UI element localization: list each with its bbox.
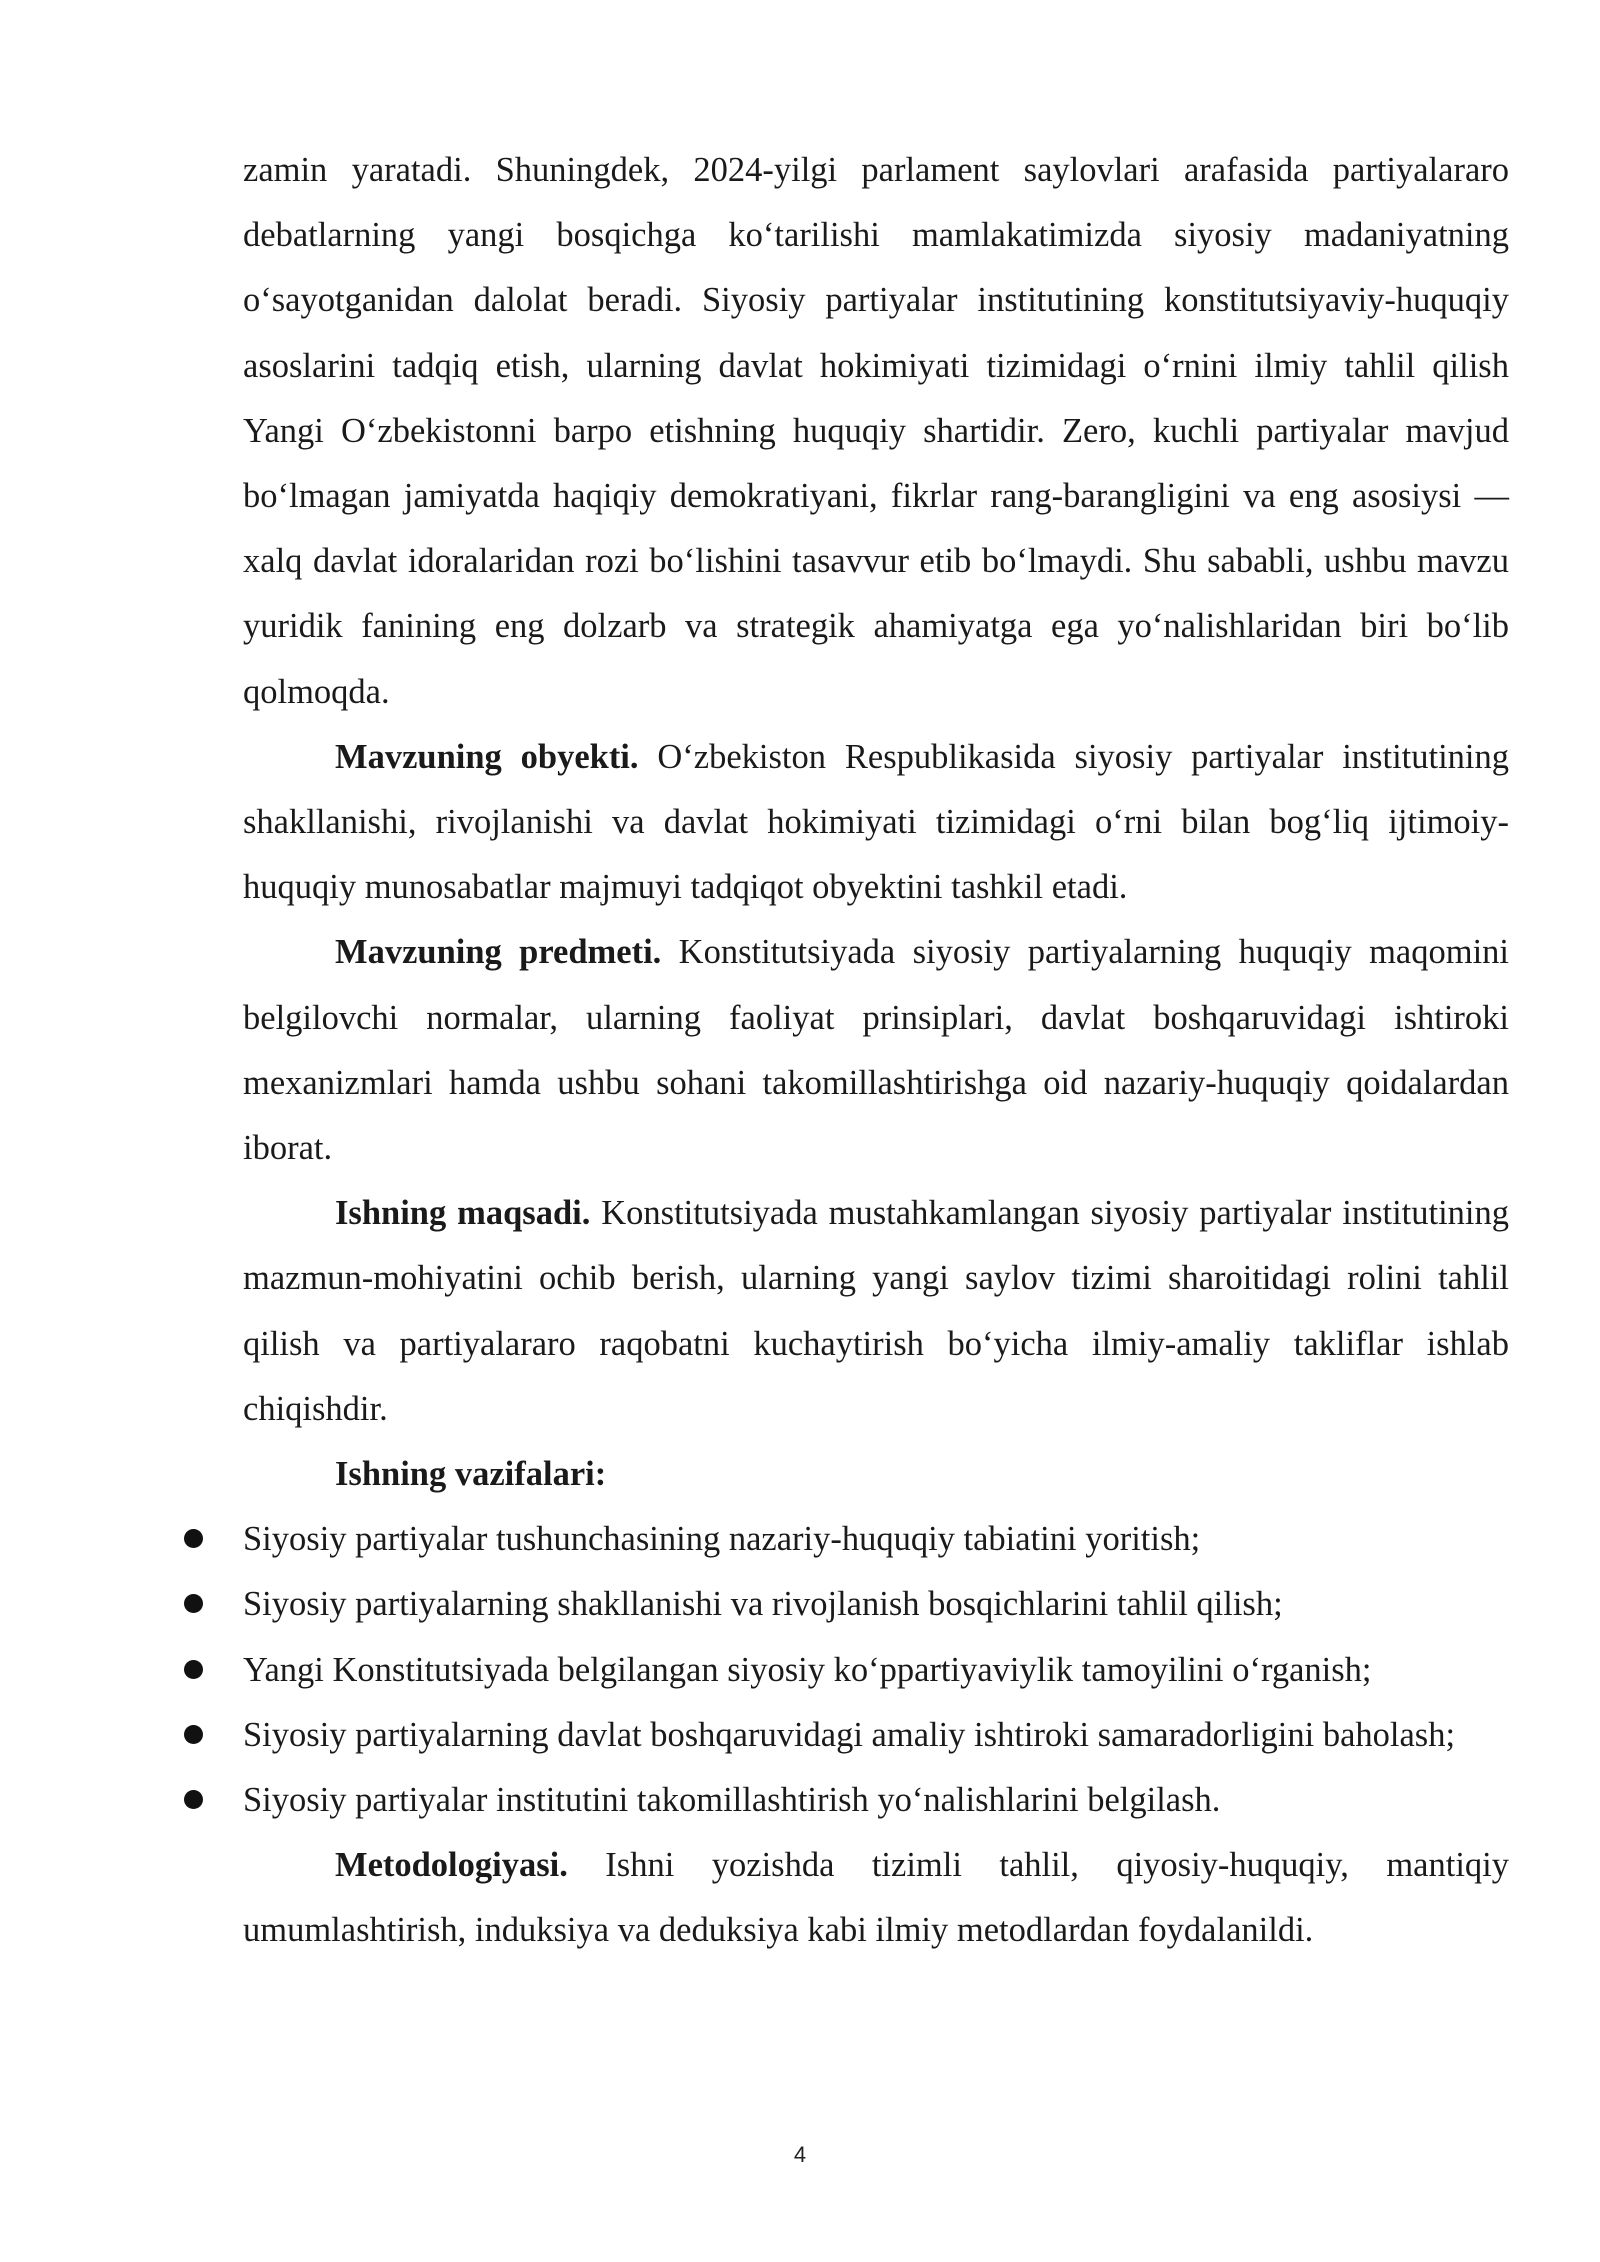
- bullet-icon: [184, 1529, 203, 1548]
- list-item: [243, 1638, 1509, 1703]
- bullet-icon: [184, 1725, 203, 1744]
- subject-text: Konstitutsiyada siyosiy partiyalarning huquqiy maqomini belgilovchi normalar, ularning faoliyat prinsiplari, davlat boshqaruvidagi ishtiroki mexanizmlari hamda ushbu sohani takomillashtirishga oid nazariy-huquqiy qoidalardan iborat.: [243, 933, 1509, 1168]
- tasks-heading: Ishning vazifalari:: [335, 1455, 607, 1494]
- document-body: [243, 138, 1509, 1964]
- goal-label: Ishning maqsadi.: [335, 1194, 591, 1233]
- goal-text: Konstitutsiyada mustahkamlangan siyosiy partiyalar institutining mazmun-mohiyatini ochib berish, ularning yangi saylov tizimi sharoitidagi rolini tahlil qilish va partiyalararo raqobatni kuchaytirish bo‘yicha ilmiy-amaliy takliflar ishlab chiqishdir.: [243, 1194, 1510, 1428]
- list-item: [243, 1768, 1509, 1833]
- bullet-icon: [184, 1594, 203, 1613]
- methodology-label: Metodologiyasi.: [335, 1846, 568, 1885]
- bullet-icon: [184, 1660, 203, 1679]
- task-text: Siyosiy partiyalar tushunchasining nazariy-huquqiy tabiatini yoritish;: [243, 1520, 1201, 1559]
- goal-paragraph: [243, 1181, 1509, 1442]
- object-paragraph: [243, 725, 1509, 921]
- methodology-paragraph: [243, 1833, 1509, 1963]
- list-item: [243, 1507, 1509, 1572]
- page-number: 4: [793, 2142, 807, 2167]
- subject-label: Mavzuning predmeti.: [335, 933, 662, 972]
- object-text: O‘zbekiston Respublikasida siyosiy partiyalar institutining shakllanishi, rivojlanishi va davlat hokimiyati tizimidagi o‘rni bilan bog‘liq ijtimoiy-huquqiy munosabatlar majmuyi tadqiqot obyektini tashkil etadi.: [243, 737, 1509, 907]
- intro-paragraph: zamin yaratadi. Shuningdek, 2024-yilgi parlament saylovlari arafasida partiyalararo debatlarning yangi bosqichga ko‘tarilishi mamlakatimizda siyosiy madaniyatning o‘sayotganidan dalolat beradi. Siyosiy partiyalar institutining konstitutsiyaviy-huquqiy asoslarini tadqiq etish, ularning davlat hokimiyati tizimidagi o‘rnini ilmiy tahlil qilish Yangi O‘zbekistonni barpo etishning huquqiy shartidir. Zero, kuchli partiyalar mavjud bo‘lmagan jamiyatda haqiqiy demokratiyani, fikrlar rang-barangligini va eng asosiysi — xalq davlat idoralaridan rozi bo‘lishini tasavvur etib bo‘lmaydi. Shu sababli, ushbu mavzu yuridik fanining eng dolzarb va strategik ahamiyatga ega yo‘nalishlaridan biri bo‘lib qolmoqda.: [243, 151, 1509, 711]
- list-item: [243, 1703, 1509, 1768]
- subject-paragraph: [243, 920, 1509, 1181]
- object-label: Mavzuning obyekti.: [335, 737, 639, 776]
- tasks-list: [243, 1507, 1509, 1833]
- task-text: Siyosiy partiyalarning davlat boshqaruvidagi amaliy ishtiroki samaradorligini baholash;: [243, 1715, 1456, 1754]
- task-text: Siyosiy partiyalar institutini takomillashtirish yo‘nalishlarini belgilash.: [243, 1781, 1221, 1820]
- task-text: Yangi Konstitutsiyada belgilangan siyosiy ko‘ppartiyaviylik tamoyilini o‘rganish;: [243, 1650, 1372, 1689]
- bullet-icon: [184, 1790, 203, 1809]
- task-text: Siyosiy partiyalarning shakllanishi va rivojlanish bosqichlarini tahlil qilish;: [243, 1585, 1283, 1624]
- list-item: [243, 1572, 1509, 1637]
- methodology-text: Ishni yozishda tizimli tahlil, qiyosiy-huquqiy, mantiqiy umumlashtirish, induksiya va deduksiya kabi ilmiy metodlardan foydalanildi.: [243, 1846, 1509, 1950]
